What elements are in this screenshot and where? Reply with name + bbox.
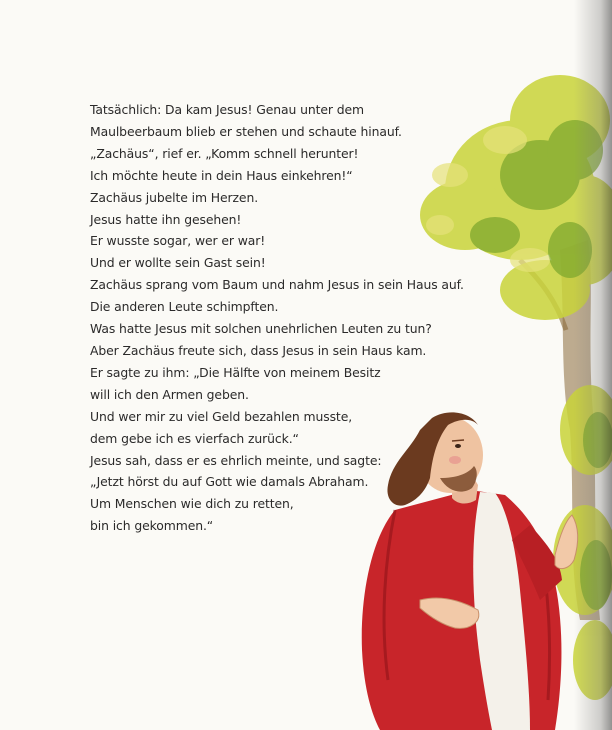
story-line: Die anderen Leute schimpften. [90,299,279,315]
story-line: Er sagte zu ihm: „Die Hälfte von meinem Besitz [90,364,381,380]
story-line: Er wusste sogar, wer er war! [90,233,266,249]
story-line: Jesus sah, dass er es ehrlich meinte, und sagte: [90,452,382,468]
story-line: dem gebe ich es vierfach zurück.“ [90,430,299,446]
story-line: Und er wollte sein Gast sein! [90,255,266,271]
story-line: Tatsächlich: Da kam Jesus! Genau unter dem [90,102,364,117]
story-line: „Zachäus“, rief er. „Komm schnell herunter! [90,145,359,161]
story-text [90,99,464,537]
story-line: will ich den Armen geben. [90,386,249,402]
story-line: Aber Zachäus freute sich, dass Jesus in sein Haus kam. [90,342,427,358]
story-line: Maulbeerbaum blieb er stehen und schaute hinauf. [90,123,402,139]
story-line: Jesus hatte ihn gesehen! [90,211,242,227]
story-line: „Jetzt hörst du auf Gott wie damals Abraham. [90,474,369,490]
story-line: Was hatte Jesus mit solchen unehrlichen Leuten zu tun? [90,321,432,337]
story-line: bin ich gekommen.“ [90,518,214,534]
story-line: Ich möchte heute in dein Haus einkehren!“ [90,167,353,183]
story-line: Zachäus jubelte im Herzen. [90,189,259,205]
story-line: Und wer mir zu viel Geld bezahlen musste, [90,408,353,424]
story-line: Um Menschen wie dich zu retten, [90,496,294,512]
story-line: Zachäus sprang vom Baum und nahm Jesus in sein Haus auf. [90,277,464,293]
